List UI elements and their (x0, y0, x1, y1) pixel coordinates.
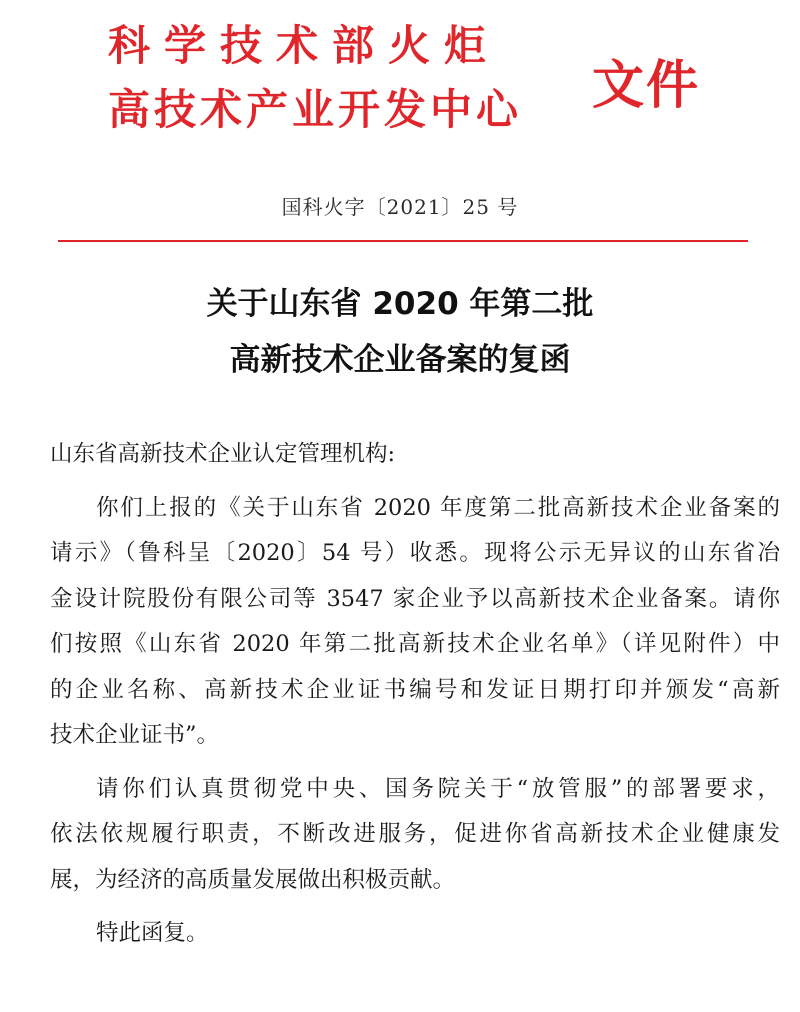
issuer-line-1: 科学技术部火炬 (108, 21, 501, 70)
paragraph-line: 请你们认真贯彻党中央、国务院关于“放管服”的部署要求， (96, 775, 780, 802)
document-number: 国科火字〔2021〕25 号 (281, 195, 519, 219)
paragraph-line: 们按照《山东省 2020 年第二批高新技术企业名单》（详见附件）中 (50, 631, 780, 657)
document-type-label: 文件 (592, 56, 701, 116)
document-body (50, 432, 780, 957)
paragraph-line: 展，为经济的高质量发展做出积极贡献。 (50, 866, 456, 893)
issuer-heading (108, 14, 588, 142)
salutation: 山东省高新技术企业认定管理机构: (50, 441, 396, 467)
paragraph-2 (50, 767, 780, 904)
issuer-line-2: 高技术产业开发中心 (108, 85, 523, 134)
document-title (0, 276, 800, 388)
paragraph-1 (50, 486, 780, 759)
title-line-2: 高新技术企业备案的复函 (229, 342, 571, 378)
paragraph-line: 依法依规履行职责，不断改进服务，促进你省高新技术企业健康发 (50, 821, 780, 847)
red-divider-line (58, 240, 748, 242)
closing-remark: 特此函复。 (96, 920, 209, 946)
title-line-1: 关于山东省 2020 年第二批 (206, 286, 594, 322)
paragraph-line: 请示》（鲁科呈〔2020〕54 号）收悉。现将公示无异议的山东省冶 (50, 540, 780, 566)
paragraph-line: 金设计院股份有限公司等 3547 家企业予以高新技术企业备案。请你 (50, 585, 780, 612)
paragraph-line: 技术企业证书”。 (50, 722, 220, 748)
paragraph-line: 你们上报的《关于山东省 2020 年度第二批高新技术企业备案的 (96, 494, 780, 521)
paragraph-line: 的企业名称、高新技术企业证书编号和发证日期打印并颁发“高新 (50, 676, 780, 703)
